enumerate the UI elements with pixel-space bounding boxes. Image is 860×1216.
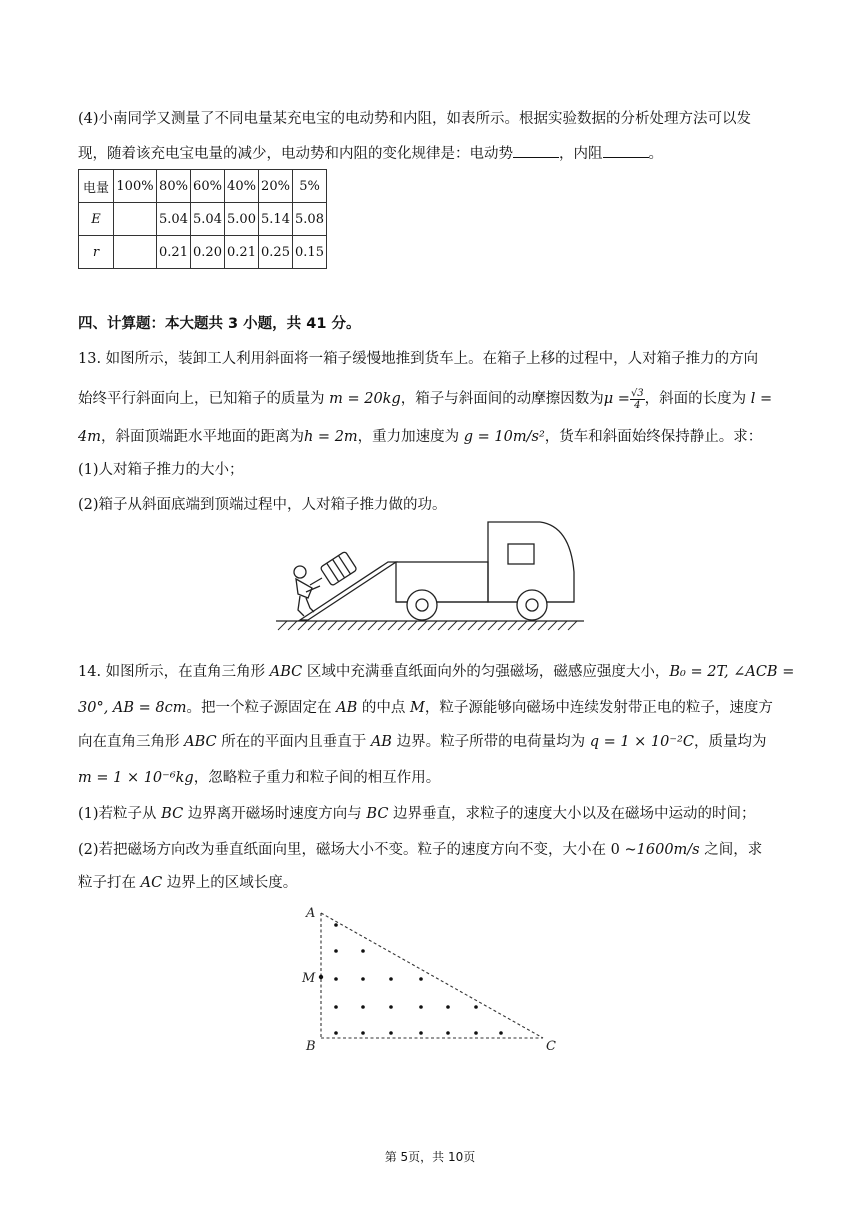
table-cell: 5.04 <box>191 203 225 236</box>
table-row-label: E <box>79 203 114 236</box>
q14-line4: m = 1 × 10⁻⁶kg，忽略粒子重力和粒子间的相互作用。 <box>78 770 441 786</box>
page-footer: 第 5页，共 10页 <box>384 1150 476 1164</box>
source-point-M <box>319 975 323 979</box>
table-cell: 0.15 <box>293 236 327 269</box>
q13-line3: 4m，斜面顶端距水平地面的距离为h = 2m，重力加速度为 g = 10m/s²，货车和斜面始终保持静止。求： <box>78 429 763 445</box>
table-header-cell: 40% <box>225 170 259 203</box>
table-header-cell: 5% <box>293 170 327 203</box>
q14-line1: 14. 如图所示，在直角三角形 ABC 区域中充满垂直纸面向外的匀强磁场，磁感应强度大小，B₀ = 2T, ∠ACB = <box>78 664 795 680</box>
q14-line3: 向在直角三角形 ABC 所在的平面内且垂直于 AB 边界。粒子所带的电荷量均为 q = 1 × 10⁻²C，质量均为 <box>78 734 767 750</box>
table-header-row <box>79 170 327 203</box>
table-header-cell: 电量 <box>79 170 114 203</box>
q12-4-line1: (4)小南同学又测量了不同电量某充电宝的电动势和内阻，如表所示。根据实验数据的分析处理方法可以发 <box>78 111 752 127</box>
q14-sub2-line1: (2)若把磁场方向改为垂直纸面向里，磁场大小不变。粒子的速度方向不变，大小在 0 ~1600m/s 之间，求 <box>78 842 763 858</box>
q14-line2: 30°, AB = 8cm。把一个粒子源固定在 AB 的中点 M，粒子源能够向磁场中连续发射带正电的粒子，速度方 <box>78 700 773 716</box>
truck-ramp-figure <box>270 512 590 636</box>
point-label-M: M <box>302 971 316 986</box>
table-cell: 0.25 <box>259 236 293 269</box>
resistance-blank <box>603 143 649 158</box>
q14-sub2-line2: 粒子打在 AC 边界上的区域长度。 <box>78 875 298 891</box>
battery-data-table <box>78 169 327 269</box>
q13-line2: 始终平行斜面向上，已知箱子的质量为 m = 20kg，箱子与斜面间的动摩擦因数为μ = $\frac{√3}{4}$ ，斜面的长度为 l = <box>78 387 773 411</box>
table-row <box>79 236 327 269</box>
q13-sub2: (2)箱子从斜面底端到顶端过程中，人对箱子推力做的功。 <box>78 497 447 513</box>
table-cell: 0.20 <box>191 236 225 269</box>
vertex-label-B: B <box>306 1039 316 1054</box>
q12-4-line2: 现，随着该充电宝电量的减少，电动势和内阻的变化规律是：电动势 ，内阻 。 <box>78 137 784 171</box>
table-cell: 5.14 <box>259 203 293 236</box>
section-title: 四、计算题：本大题共 3 小题，共 41 分。 <box>78 316 361 332</box>
table-row <box>79 203 327 236</box>
q14-sub1: (1)若粒子从 BC 边界离开磁场时速度方向与 BC 边界垂直，求粒子的速度大小以及在磁场中运动的时间； <box>78 806 756 822</box>
table-header-cell: 80% <box>157 170 191 203</box>
vertex-label-A: A <box>306 906 316 921</box>
vertex-label-C: C <box>546 1039 556 1054</box>
triangle-field-figure <box>296 902 566 1058</box>
table-cell: 0.21 <box>157 236 191 269</box>
q13-sub1: (1)人对箱子推力的大小； <box>78 462 244 478</box>
table-header-cell: 60% <box>191 170 225 203</box>
table-cell: 0.21 <box>225 236 259 269</box>
table-cell: 5.08 <box>293 203 327 236</box>
table-header-cell: 20% <box>259 170 293 203</box>
table-header-cell: 100% <box>114 170 157 203</box>
emf-blank <box>513 143 559 158</box>
table-cell <box>114 236 157 269</box>
table-cell <box>114 203 157 236</box>
mu-fraction: $\frac{√3}{4}$ <box>630 387 644 411</box>
table-row-label: r <box>79 236 114 269</box>
q13-line1: 13. 如图所示，装卸工人利用斜面将一箱子缓慢地推到货车上。在箱子上移的过程中，人对箱子推力的方向 <box>78 351 759 367</box>
table-cell: 5.00 <box>225 203 259 236</box>
table-cell: 5.04 <box>157 203 191 236</box>
